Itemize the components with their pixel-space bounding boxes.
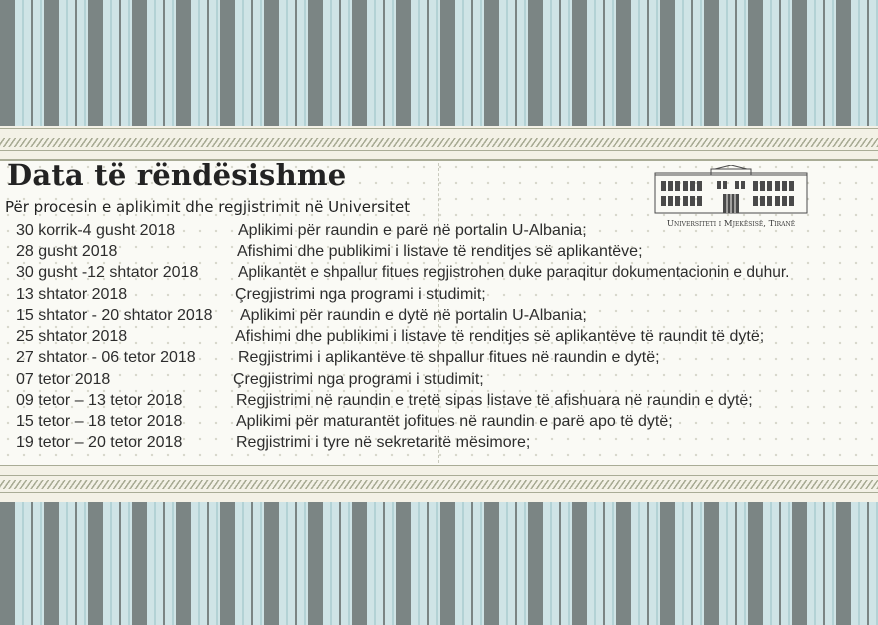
divider-line: [0, 492, 878, 493]
schedule-date: 19 tetor – 20 tetor 2018: [16, 434, 183, 451]
divider-line: [0, 150, 878, 151]
schedule-date: 13 shtator 2018: [16, 286, 128, 303]
schedule-date: 09 tetor – 13 tetor 2018: [16, 392, 183, 409]
rope-border-bottom: [0, 480, 878, 489]
schedule-date: 25 shtator 2018: [16, 328, 128, 345]
rope-border-top: [0, 138, 878, 147]
schedule-date: 30 gusht -12 shtator 2018: [16, 264, 199, 281]
schedule-description: Aplikimi për raundin e dytë në portalin U-Albania;: [240, 307, 587, 324]
schedule-description: Çregjistrimi nga programi i studimit;: [233, 371, 484, 388]
logo-caption: Universiteti i Mjekësisë, Tiranë: [666, 219, 796, 229]
schedule-date: 15 shtator - 20 shtator 2018: [16, 307, 213, 324]
schedule-description: Aplikantët e shpallur fitues regjistrohen duke paraqitur dokumentacionin e duhur.: [238, 264, 790, 281]
schedule-date: 27 shtator - 06 tetor 2018: [16, 349, 196, 366]
top-stripe-pattern: [0, 0, 878, 126]
page-title: Data të rëndësishme: [7, 158, 347, 192]
schedule-date: 15 tetor – 18 tetor 2018: [16, 413, 183, 430]
schedule-description: Çregjistrimi nga programi i studimit;: [235, 286, 486, 303]
schedule-date: 07 tetor 2018: [16, 371, 111, 388]
schedule-description: Regjistrimi i tyre në sekretaritë mësimore;: [236, 434, 531, 451]
divider-line: [0, 475, 878, 476]
schedule-description: Regjistrimi i aplikantëve të shpallur fitues në raundin e dytë;: [238, 349, 660, 366]
page-subtitle: Për procesin e aplikimit dhe regjistrimit në Universitet: [5, 198, 411, 216]
divider-line: [0, 128, 878, 129]
schedule-date: 30 korrik-4 gusht 2018: [16, 222, 176, 239]
bottom-stripe-pattern: [0, 502, 878, 625]
schedule-description: Aplikimi për raundin e parë në portalin U-Albania;: [238, 222, 587, 239]
schedule-description: Aplikimi për maturantët jofitues në raundin e parë apo të dytë;: [236, 413, 673, 430]
schedule-description: Afishimi dhe publikimi i listave të renditjes së aplikantëve të raundit të dytë;: [235, 328, 765, 345]
schedule-date: 28 gusht 2018: [16, 243, 118, 260]
schedule-description: Afishimi dhe publikimi i listave të renditjes së aplikantëve;: [237, 243, 643, 260]
schedule-description: Regjistrimi në raundin e tretë sipas listave të afishuara në raundin e dytë;: [236, 392, 753, 409]
